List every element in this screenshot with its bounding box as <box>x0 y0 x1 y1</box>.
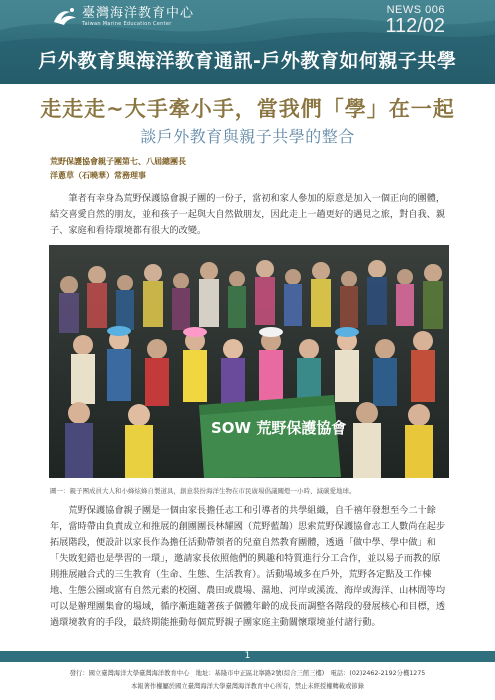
issue-date: 112/02 <box>385 15 445 37</box>
wave-logo-icon <box>52 6 78 28</box>
issue-info <box>385 4 445 36</box>
footer-copyright: 本報著作權屬於國立臺灣海洋大學臺灣海洋教育中心所有，禁止未經授權轉載或節錄 <box>131 683 364 690</box>
page-number: 1 <box>244 651 251 661</box>
logo-name: 臺灣海洋教育中心 <box>82 6 195 21</box>
group-photo-illustration <box>49 245 449 478</box>
logo <box>52 6 194 28</box>
logo-subtitle: Taiwan Marine Education Center <box>82 21 172 27</box>
footer-address: 發行：國立臺灣海洋大學臺灣海洋教育中心 地址：基隆市中正區北寧路2號(綜合三館三樓) 電話：(02)2462-2192分機1275 <box>69 670 426 677</box>
article-title: 走走走~大手牽小手，當我們「學」在一起 <box>40 97 455 121</box>
header-banner <box>0 0 495 84</box>
article-subtitle: 談戶外教育與親子共學的整合 <box>140 127 355 146</box>
flag-banner <box>199 395 346 478</box>
paragraph-body: 荒野保護協會親子團是一個由家長擔任志工和引導者的共學組織，自千禧年發想至今二十餘年，當時帶由負責成立和推展的創團團長林耀國（荒野藍鵲）思索荒野保護協會志工人數尚在起步拓展階段，便設計以家長作為擔任活動帶領者的兒童自然教育團體，透過「做中學、學中做」和「失敗犯錯也是學習的一環」，邀請家長依照他們的興趣和特質進行分工合作，並以易子而教的原則推展融合式的三生教育（生命、生態、生活教育）。活動場域多在戶外，荒野各定點及工作棟地、生態公園或富有自然元素的校園、農田或農場、濕地、河岸或溪流、海岸或海洋、山林間等均可以是辦理團集會的場域，循序漸進隨著孩子個體年齡的成長而調整各階段的發展核心和目標，透過環境教育的手段，最終期能推動每個荒野親子團家庭主動關懷環境並付諸行動。 <box>50 505 446 628</box>
page-number-bar <box>0 651 495 662</box>
author-name: 洋蔥草（石曉華）常務理事 <box>50 171 146 180</box>
banner-title: 戶外教育與海洋教育通訊-戶外教育如何親子共學 <box>38 50 457 72</box>
paragraph-intro: 筆者有幸身為荒野保護協會親子團的一份子，當初和家人參加的原意是加入一個正向的團體，結交喜愛自然的朋友，並和孩子一起與大自然做朋友，因此走上一趟更好的遇見之旅，對自我、親子、家庭和看待環境都有很大的改變。 <box>50 193 446 236</box>
photo-caption: 圖一：親子團成員大人和小蜂炫蜂自製道具，創意裝扮海洋生物在市民廣場倡議關燈一小時、減碳愛地球。 <box>50 487 356 495</box>
author-organization: 荒野保護協會親子團第七、八屆總團長 <box>50 157 186 166</box>
issue-label: NEWS 006 <box>386 4 445 16</box>
flag-banner-text: SOW 荒野保護協會 <box>211 419 347 437</box>
group-photo <box>49 245 449 478</box>
